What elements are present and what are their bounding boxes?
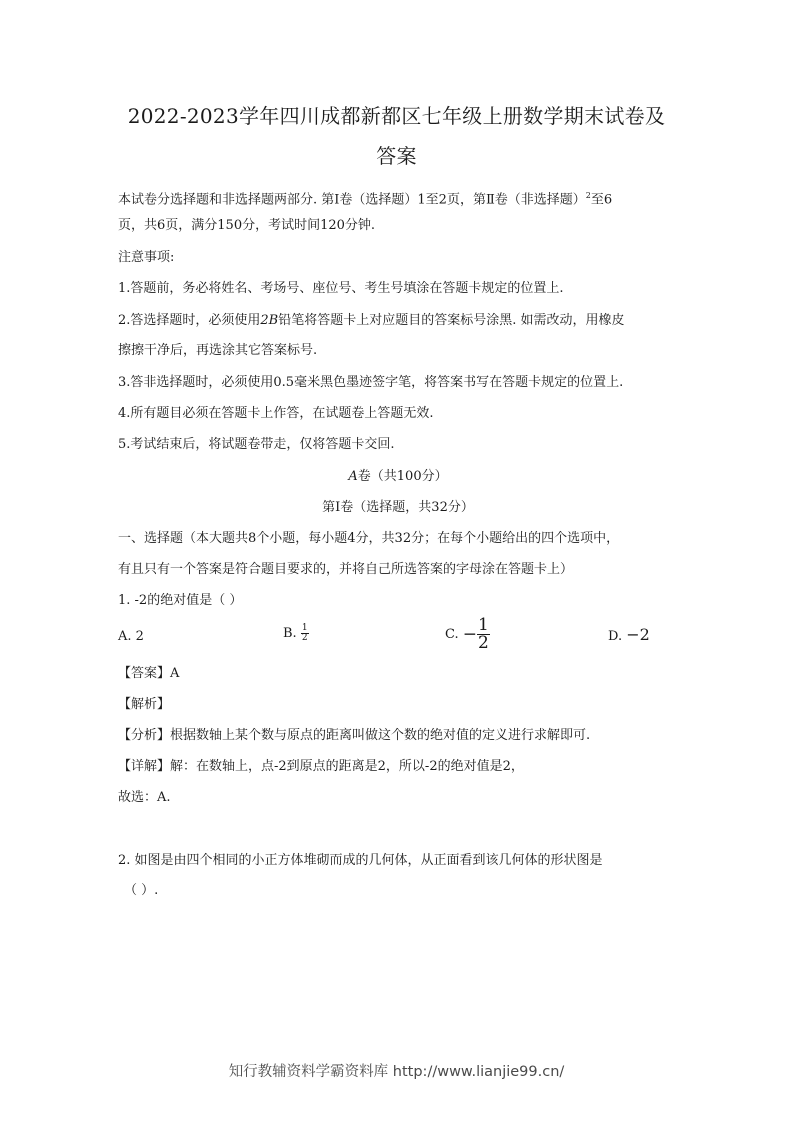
notice-item-2-a: 2.答选择题时，必须使用 <box>118 313 261 328</box>
notice-item-1: 1.答题前，务必将姓名、考场号、座位号、考生号填涂在答题卡规定的位置上. <box>118 281 564 296</box>
notice-item-4: 4.所有题目必须在答题卡上作答，在试题卷上答题无效. <box>118 406 434 421</box>
q1-option-b-fraction <box>301 624 309 643</box>
q1-option-c-denominator: 2 <box>478 633 489 653</box>
intro-text-a: 本试卷分选择题和非选择题两部分. 第Ⅰ卷（选择题）1至2页，第Ⅱ卷（非选择题） <box>118 192 586 208</box>
footer-watermark: 知行教辅资料学霸资料库 http://www.lianjie99.cn/ <box>228 1064 565 1080</box>
q1-option-d-label: D. <box>608 629 623 644</box>
q1-option-b-denominator: 2 <box>301 633 308 643</box>
q1-option-c <box>445 617 490 652</box>
notice-item-2-pencil: 2B <box>260 313 279 328</box>
section-a-heading <box>118 467 678 487</box>
q1-option-b-label: B. <box>283 626 297 641</box>
q1-option-c-fraction <box>477 617 490 652</box>
intro-superscript: 2 <box>585 191 591 200</box>
q1-detail: 【详解】解：在数轴上，点-2到原点的距离是2，所以-2的绝对值是2， <box>118 759 524 774</box>
q1-conclusion: 故选：A. <box>118 790 171 805</box>
intro-line-1 <box>118 186 678 210</box>
notice-item-2-line-2: 擦擦干净后，再选涂其它答案标号. <box>118 343 318 358</box>
q1-analysis-heading: 【解析】 <box>118 697 171 712</box>
q1-option-b-numerator: 1 <box>301 623 308 633</box>
q1-analysis: 【分析】根据数轴上某个数与原点的距离叫做这个数的绝对值的定义进行求解即可. <box>118 728 591 743</box>
q1-option-b <box>283 624 309 644</box>
doc-title-line-2: 答案 <box>376 144 417 168</box>
q1-option-a-value: 2 <box>135 629 144 644</box>
notice-item-3: 3.答非选择题时，必须使用0.5毫米黑色墨迹签字笔，将答案书写在答题卡规定的位置上. <box>118 375 624 390</box>
notice-item-5: 5.考试结束后，将试题卷带走，仅将答题卡交回. <box>118 437 395 452</box>
choice-instructions-line-2: 有且只有一个答案是符合题目要求的，并将自己所选答案的字母涂在答题卡上） <box>118 562 574 577</box>
choice-instructions-line-1: 一、选择题（本大题共8个小题，每小题4分，共32分；在每个小题给出的四个选项中， <box>118 531 620 546</box>
question-2-paren: （ ）. <box>124 883 159 898</box>
notice-heading: 注意事项: <box>118 250 175 265</box>
notice-item-2-c: 铅笔将答题卡上对应题目的答案标号涂黑. 如需改动，用橡皮 <box>278 313 625 328</box>
intro-line-2: 页，共6页，满分150分，考试时间120分钟. <box>118 218 376 233</box>
q1-option-a <box>118 627 144 647</box>
q1-answer: 【答案】A <box>118 666 180 681</box>
intro-text-b: 至6 <box>590 192 613 208</box>
part-1-heading: 第Ⅰ卷（选择题，共32分） <box>322 500 474 515</box>
q1-option-d <box>608 625 650 647</box>
section-a-text: 卷（共100分） <box>357 469 448 484</box>
doc-title-line-1: 2022-2023学年四川成都新都区七年级上册数学期末试卷及 <box>127 104 666 128</box>
notice-item-2 <box>118 311 678 331</box>
q1-option-a-label: A. <box>118 629 132 644</box>
q1-option-d-value: −2 <box>626 625 650 644</box>
q1-option-c-label: C. <box>445 627 459 642</box>
question-1-stem: 1. -2的绝对值是（ ） <box>118 593 243 608</box>
section-a-letter: A <box>348 469 358 484</box>
question-2-stem: 2. 如图是由四个相同的小正方体堆砌而成的几何体，从正面看到该几何体的形状图是 <box>118 853 603 868</box>
q1-option-c-numerator: 1 <box>478 615 489 635</box>
q1-option-c-sign: − <box>462 624 478 645</box>
